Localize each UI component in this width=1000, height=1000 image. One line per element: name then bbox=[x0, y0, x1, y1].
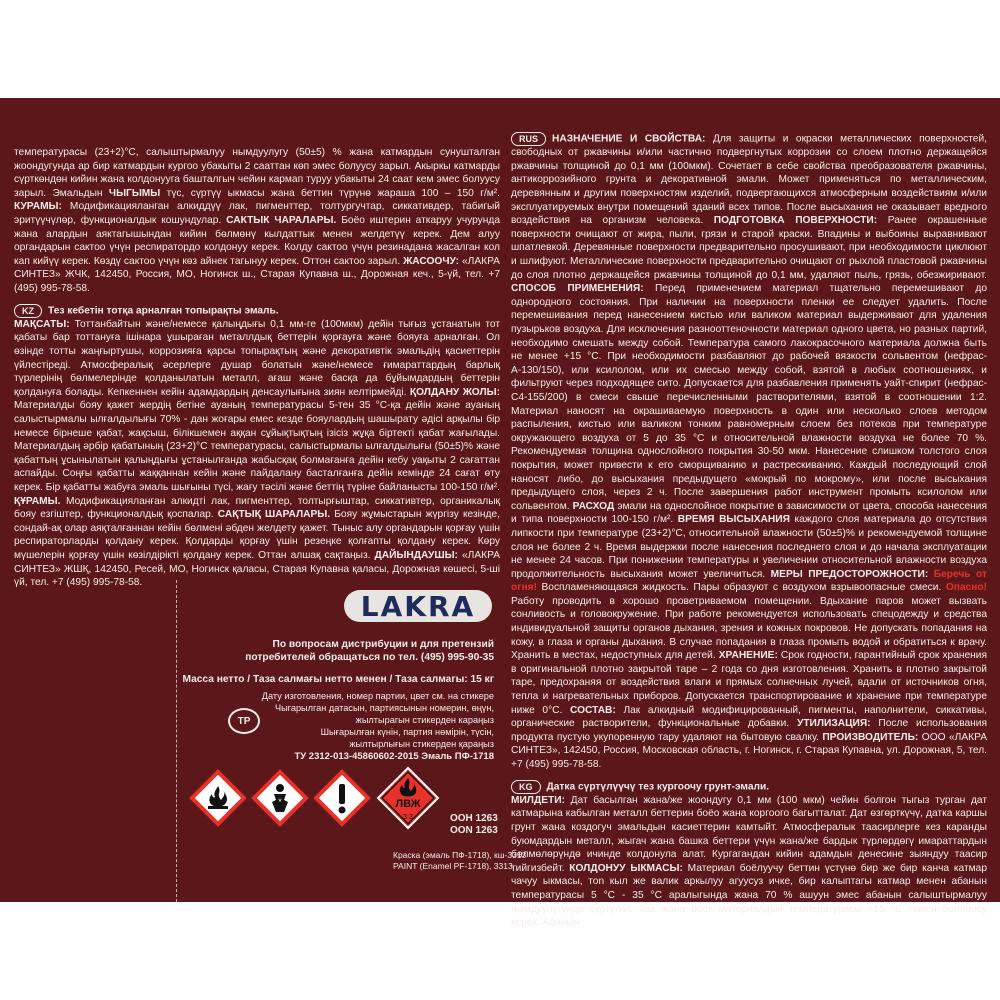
kz-heading-precautions: САҚТЫҚ ШАРАЛАРЫ. bbox=[217, 509, 331, 521]
kz-title: Тез кебетін тотқа арналған топырақты эмаль. bbox=[48, 305, 279, 317]
rus-heading-consumption: РАСХОД bbox=[572, 500, 615, 512]
kg-heading-manufacturer: ЖАСООЧУ: bbox=[403, 255, 459, 267]
rus-text-2: Ранее окрашенные поверхности очищают от жира, пыли, грязи и старой краски. Впадины и выбоины выравнивают шпатлевкой. Деревянные поверхности предварительно просушивают, при необходимости циклюют и шлифуют. Металлические поверхности предварительно очищают от рыхлой пластовой ржавчины до слоя плотно держащейся ржавчины толщиной до 0,1 мм, удаляют пыль, грязь, обезжиривают. bbox=[511, 215, 988, 281]
flammable-pictogram-icon bbox=[190, 770, 246, 826]
lvzh-label: ЛВЖ bbox=[395, 798, 421, 810]
paint-designation: Краска (эмаль ПФ-1718), кш-3313 PAINT (Enamel PF-1718), 3313 bbox=[393, 850, 527, 871]
kg-heading-usage: КОЛДОНУУ ЫКМАСЫ: bbox=[569, 862, 683, 874]
distribution-contact: По вопросам дистрибуции и для претензий потребителей обращаться по тел. (495) 995-90-35 bbox=[245, 639, 494, 663]
rus-heading-precautions: МЕРЫ ПРЕДОСТОРОЖНОСТИ: bbox=[770, 568, 929, 580]
sticker-info: Дату изготовления, номер партии, цвет см. на стикере Чыгарылган датасын, партиясынын номерин, өңүн, жылтырагын стикерден караңыз Шығарылған күнін, партия нөмірін, түсін, жылтырлығын стикерден қараңыз bbox=[261, 691, 494, 749]
rus-text-8: Срок годности, гарантийный срок хранения в оригинальной плотно закрытой таре – 2 года со дня изготовления. Хранить в плотно закрытой таре, предохраняя от воздействия влаги и прямых солнечных лучей, вдали от источников огня, тепла и нагревательных приборов. Допускается транспортирование и хранение при температуре ниже 0°С. bbox=[511, 650, 988, 716]
exclamation-pictogram-icon bbox=[314, 770, 370, 826]
kz-heading-manufacturer: ДАЙЫНДАУШЫ: bbox=[374, 549, 458, 561]
kg-section bbox=[511, 780, 987, 930]
rus-text-9: Лак алкидный модифицированный, пигменты, наполнители, сиккативы, органические растворители, функциональные добавки. bbox=[511, 704, 987, 730]
kz-heading-composition: ҚҰРАМЫ. bbox=[14, 495, 61, 507]
kg-text-4: Боёо иштерин аткаруу учурунда жана алардын аяктагышындан кийин бөлмөнү кылдаттык менен желдетүү керек. Дем алуу органдарын сактоо үчүн респиратордо колдонуу керек. Колду сактоо үчүн резинадана жасалган кол кап кийүү керек. Көздү сактоо үчүн көз айнек тагынуу керек. Оттон сактоо зарыл. bbox=[14, 214, 500, 267]
un-number: ООН 1263 OON 1263 bbox=[450, 813, 498, 836]
rus-text-10: После использования продукта пустую укупоренную тару удаляют на бытовую свалку. bbox=[511, 718, 988, 743]
rus-heading-preparation: ПОДГОТОВКА ПОВЕРХНОСТИ: bbox=[713, 215, 878, 227]
rus-text-5: каждого слоя материала до отсутствия липкости при температуре (23+2)°С, относительной влажности (50±5)% и рекомендуемой толщине слоя не более 2 ч. Время выдержки после нанесения последнего слоя и до начала эксплуатации не менее 24 часов. При понижении температуры и увеличении относительной влажности воздуха продолжительность высыхания может увеличиться. bbox=[511, 514, 987, 580]
kz-section bbox=[14, 304, 500, 590]
rus-heading-drying: ВРЕМЯ ВЫСЫХАНИЯ bbox=[677, 514, 790, 526]
kz-heading-usage: ҚОЛДАНУ ЖОЛЫ: bbox=[409, 386, 500, 398]
left-column bbox=[14, 146, 500, 596]
net-mass: Масса нетто / Таза салмағы нетто менен / Таза салмагы: 15 кг bbox=[182, 674, 494, 685]
rus-text-6: Воспламеняющаяся жидкость. Пары образуют с воздухом взрывоопасные смеси. bbox=[536, 582, 946, 594]
rus-warning-danger: Опасно! bbox=[945, 582, 987, 594]
kz-text-1: Тоттанбайтын және/немесе қалыңдығы 0,1 мм-ге (100мкм) дейін тығыз ұстанатын тот қабаты бар тоттануға ішінара ұшыраған металлдық беттерін қорғауға және бояуға арналған. Ол өзінде тотты жаңғыртушы, коррозияға қарсы топырақтың және декоративтік эмальдің қасиеттерін үйлестіреді. Атмосфералық әсерлерге душар болатын және/немесе ғимараттардың барлық түрлерінің бөлмелерінде қолданылатын металл, ағаш және басқа да бұйымдардың беттерін қолдануға болады. Кепкеннен кейін адамдардың денсаулығына зиян келтірмейді. bbox=[14, 318, 500, 398]
kg-heading-consumption: ЧЫГЫМЫ bbox=[108, 187, 161, 199]
kg-text-6: Дат басылган жана/же жоондугу 0,1 мм (100 мкм) чейин болгон тыгыз турган дат катмарына кабылган металл беттерин боёо жана коргоого багытталат. Дат өзгөрткүчү, датка каршы грунт жана коздогуч эмальдын касиеттерин камтыйт. Атмосфералык таасирлерге кез каранды буюмдардын металл, жыгач жана башка беттери үчүн жана/же бардык түрлөрдөгү имараттардын бөлмөлөрүндө ичинде колдонула алат. Кургагандан кийин адамдын денесине зыяндуу таасир тийгизбейт. bbox=[511, 794, 987, 874]
rus-heading-storage: ХРАНЕНИЕ: bbox=[718, 650, 778, 662]
kz-text-3: Модификацияланған алкидті лак, пигменттер, толтырғыштар, сиккативтер, органикалық бояу езгіштер, функционалдық қоспалар. bbox=[14, 495, 500, 521]
rus-text-7: Работу проводить в хорошо проветриваемом помещении. Вдыхание паров может вызвать сонливость и головокружение. При работе рекомендуется использовать спецодежду и средства индивидуальной защиты органов дыхания, зрения и кожных покровов. Не допускать попадания на кожу, в глаза и органы дыхания. В случае попадания в глаза промыть водой и обратиться к врачу. Хранить в местах, недоступных для детей. bbox=[511, 595, 987, 662]
right-column bbox=[511, 132, 987, 936]
rus-heading-manufacturer: ПРОИЗВОДИТЕЛЬ: bbox=[822, 731, 919, 743]
kz-heading-purpose: МАҚСАТЫ: bbox=[14, 318, 70, 330]
rus-section bbox=[511, 132, 987, 772]
health-hazard-pictogram-icon bbox=[252, 770, 308, 826]
dashed-divider bbox=[176, 580, 178, 902]
rus-heading-purpose: НАЗНАЧЕНИЕ И СВОЙСТВА: bbox=[552, 133, 706, 145]
kg-title: Датка сүртүлүүчү тез кургоочу грунт-эмали. bbox=[546, 781, 770, 793]
kg-text-2: түс, сүртүү ыкмасы жана беттин түрүнө жараша 100 – 150 г/м². bbox=[160, 187, 500, 199]
kg-text-5: «ЛАКРА СИНТЕЗ» ЖЧК, 142450, Россия, МО, Ногинск ш., Старая Купавна ш., Дорожная кеч., 5-үй, тел. +7 (495) 995-78-58. bbox=[14, 255, 500, 294]
rus-heading-disposal: УТИЛИЗАЦИЯ: bbox=[796, 718, 871, 730]
kz-language-tag: KZ bbox=[14, 304, 42, 318]
kg-heading-composition: КУРАМЫ: bbox=[14, 201, 62, 213]
rus-warning-fire: Беречь от огня! bbox=[511, 568, 988, 594]
kg-heading-purpose: МИЛДЕТИ: bbox=[511, 794, 565, 806]
kg-text-1: температурасы (23+2)°С, салыштырмалуу нымдуулугу (50±5) % жана катмардын сунушталган жоондугунда ар бир катмардын кургоо убакыты 2 сааттан көп эмес болуусу зарыл. Акыркы катмарды сүрткөндөн кийин жана колдонууга башталгыч чейин кармап туруу убакыты 24 саат кем эмес болуусу зарыл. Эмальдын bbox=[14, 147, 500, 199]
rus-language-tag: RUS bbox=[511, 132, 546, 146]
kz-text-5: «ЛАКРА СИНТЕЗ» ЖШҚ, 142450, Ресей, МО, Ногинск қаласы, Старая Купавна қаласы, Дорожная көшесі, 5-ші үй, тел. +7 (495) 995-78-58. bbox=[14, 549, 501, 589]
kg-continuation bbox=[14, 146, 500, 296]
lakra-logo: LAKRA bbox=[344, 590, 492, 622]
rus-text-4: эмали на однослойное покрытие в зависимости от цвета, способа нанесения и типа поверхности 100-150 г/м². bbox=[511, 500, 988, 526]
rus-text-1: Для защиты и окраски металлических поверхностей, свободных от ржавчины и/или частично подвергнутых коррозии со слоем плотно держащейся ржавчины толщиной до 0,1 мм (100мкм). Сочетает в себе свойства преобразователя ржавчины, антикоррозийного грунта и декоративной эмали. Может применяться по металлическим, деревянным и другим поверхностям изделий, подвергающихся атмосферным воздействиям и/или эксплуатируемых внутри помещений зданий всех типов. После высыхания не оказывает вредного воздействия на организм человека. bbox=[511, 133, 987, 227]
kg-text-7: Материал боёлуучу беттин үстүнө бир же бир канча катмар чачуу ыкмасы, тоn кыл же валик аркылуу агуусуз ичке, бир калыптагы катмар менен абанын температурасы 5 °С - 35 °С аралыгында жана 70 % ашуун эмес абанын салыштырмалуу нымдуулугунда сүртүлөт. Лак жана боёк материалдын температурасы +15 °С төмен болбоосу керек. Абанын bbox=[511, 862, 987, 929]
lvzh-class: 3.3 bbox=[403, 814, 413, 821]
tu-standard: ТУ 2312-013-45860602-2015 Эмаль ПФ-1718 bbox=[294, 751, 494, 762]
rus-text-3: Перед применением материал тщательно перемешивают до однородного состояния. При наличии на поверхности пленки ее следует удалить. После перемешивания перед нанесением кистью или валиком материал выдерживают для удаления пузырьков воздуха. Для исключения разнооттеночности материал одного цвета, но разных партий, необходимо смешать между собой. Температура самого лакокрасочного материала должна быть не менее +15 °С. При необходимости разбавляют до рабочей вязкости сольвентом (нефрас-А-130/150), или ксилолом, или их смесью между собой, взятой в любых соотношениях, и фильтруют через подходящее сито. Допускается для разбавления применять уайт-спирит (нефрас-С4-155/200) в смеси свыше перечисленными растворителями, взятой в соотношении 1:2. Материал наносят на окрашиваемую поверхность в один или несколько слоев методом распыления, кистью или валиком тонким равномерным слоем без потеков при температуре окружающего воздуха от 5 до 35 °С и относительной влажности воздуха не более 70 %. Рекомендуемая толщина однослойного покрытия 30-50 мкм. Нанесение слишком толстого слоя покрытия, может привести к его сморщиванию и растрескиванию. Каждый последующий слой наносят либо, до высыхания предыдущего «мокрый по мокрому», или после высыхания предыдущего слоя, через 2 ч. После завершения работ инструмент промыть ксилолом или сольвентом. bbox=[511, 283, 987, 512]
kg-heading-precautions: САКТЫК ЧАРАЛАРЫ. bbox=[226, 214, 337, 226]
rus-heading-composition: СОСТАВ: bbox=[569, 704, 616, 716]
label-panel bbox=[0, 98, 1000, 929]
kg-text-3: Модификацияланган алкиддүү лак, пигменттер, толтургучтар, сиккативдер, табигый эритүүчүлөр, функционалдык кошундулар. bbox=[14, 201, 500, 226]
rus-text-11: ООО «ЛАКРА СИНТЕЗ», 142450, Россия, Московская область, г. Ногинск, г. Старая Купавна, ул. Дорожная, 5, тел. +7 (495) 995-78-58. bbox=[511, 731, 987, 770]
rus-heading-application: СПОСОБ ПРИМЕНЕНИЯ: bbox=[511, 283, 644, 295]
eac-mark: ТР bbox=[228, 708, 260, 734]
kg-language-tag: KG bbox=[511, 780, 541, 794]
kz-text-2: Материалды бояу қажет жердің бетіне ауаның температурасы 5-тен 35 °С-қа дейін және ауаның салыстырмалы ылғалдылығы 70% - дан жоғары емес кезде бояулардың шашырату әдісі арқылы бір немесе бірнеше қабат, жақсыш, білікшемен аққан сұйықтықтың ізісіз жұқа біртекті қабат жағылады. Материалдың әрбір қабатының (23+2)°С температурасы, салыстырмалы ылғалдылығы (50±5)% және қабаттың ұсынылатын қалыңдығы ұстанылғанда жабысқақ болмағанға дейін кебу уақыты 2 сағаттан аспайды. Соңғы қабатты жаққаннан кейін және пайдалану басталғанға дейін кемінде 24 сағат өту керек. Бір қабатты жабуға эмаль шығыны түсі, жағу тәсілі және беттің түріне байланысты 100-150 г/м². bbox=[14, 400, 500, 493]
kz-text-4: Бояу жұмыстарын жүргізу кезінде, сондай-ақ олар аяқталғаннан кейін бөлмені әбден желдету қажет. Тыныс алу органдарын қорғау үшін респираторларды қолдану керек. Қолдарды қорғау үшін резеңке қолғапты қолдану керек. Көру мүшелерін қорғау үшін көзілдірікті қолдану керек. Оттан алшақ сақтаңыз. bbox=[14, 509, 500, 561]
